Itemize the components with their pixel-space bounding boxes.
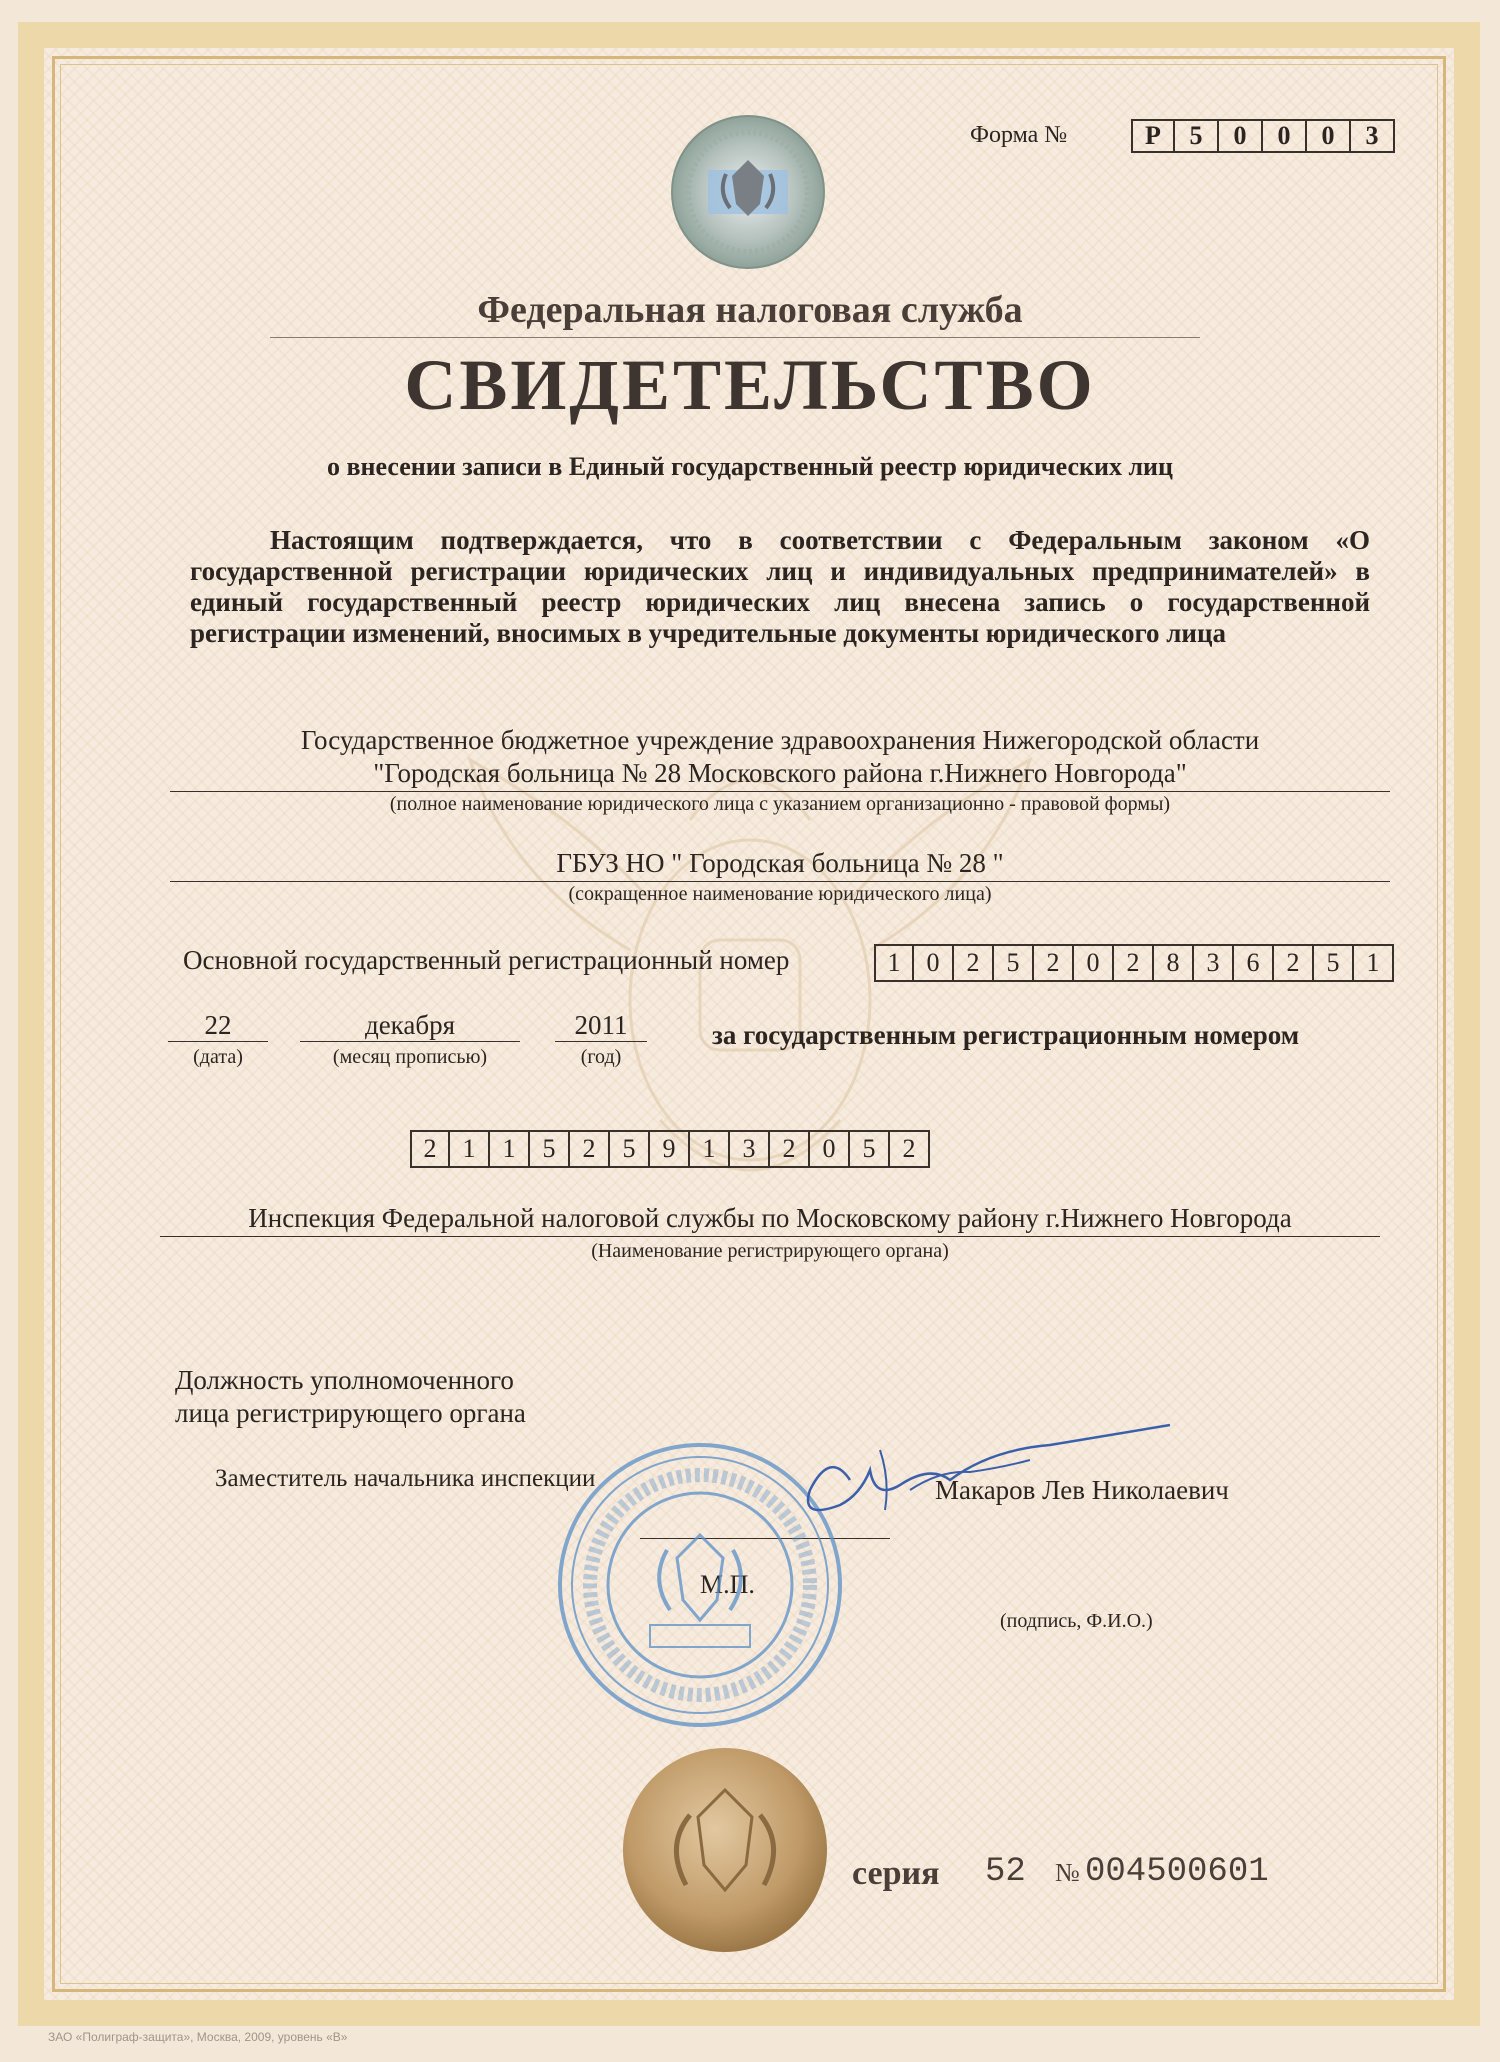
position-label-line2: лица регистрирующего органа: [175, 1398, 526, 1428]
ogrn-digit: 1: [1354, 944, 1394, 982]
ogrn-digit: 0: [914, 944, 954, 982]
entity-short-name: ГБУЗ НО " Городская больница № 28 ": [170, 848, 1390, 882]
stamp-mark: М.П.: [700, 1570, 755, 1599]
grn-digit: 5: [530, 1130, 570, 1168]
signature-caption: (подпись, Ф.И.О.): [1000, 1610, 1153, 1632]
date-day: 22: [168, 1010, 268, 1042]
ogrn-digit: 8: [1154, 944, 1194, 982]
certificate-statement: Настоящим подтверждается, что в соответствии с Федеральным законом «О государственной регистрации юридических лиц и индивидуальных предпринимателей» в единый государственный реестр юридических лиц внесена запись о государственной регистрации изменений, вносимых в учредительные документы юридического лица: [190, 525, 1370, 648]
form-code-char: 5: [1175, 119, 1219, 153]
form-number-label: Форма №: [970, 122, 1068, 148]
authority-caption: (Наименование регистрирующего органа): [591, 1240, 949, 1262]
form-code-char: 0: [1219, 119, 1263, 153]
ogrn-digit: 5: [1314, 944, 1354, 982]
ogrn-digit: 2: [1274, 944, 1314, 982]
grn-boxes: [410, 1130, 930, 1168]
series-value: 52: [985, 1853, 1026, 1891]
form-number-boxes: [1131, 119, 1395, 153]
grn-digit: 0: [810, 1130, 850, 1168]
entity-full-name-line2: "Городская больница № 28 Московского района г.Нижнего Новгорода": [170, 758, 1390, 792]
registration-number-suffix: за государственным регистрационным номером: [712, 1020, 1300, 1050]
entity-full-name-line1: Государственное бюджетное учреждение здравоохранения Нижегородской области: [300, 725, 1260, 755]
series-number: 004500601: [1085, 1853, 1269, 1891]
position-label-line1: Должность уполномоченного: [175, 1365, 514, 1395]
grn-digit: 2: [770, 1130, 810, 1168]
printer-note: ЗАО «Полиграф-защита», Москва, 2009, уровень «В»: [48, 2030, 348, 2044]
short-name-caption: (сокращенное наименование юридического лица): [568, 883, 992, 905]
ogrn-label: Основной государственный регистрационный номер: [183, 945, 790, 975]
date-year-caption: (год): [580, 1046, 622, 1068]
signatory-position: Заместитель начальника инспекции: [215, 1465, 596, 1492]
grn-digit: 1: [450, 1130, 490, 1168]
grn-digit: 2: [570, 1130, 610, 1168]
grn-digit: 1: [490, 1130, 530, 1168]
ogrn-digit: 0: [1074, 944, 1114, 982]
signature-icon: [790, 1410, 1190, 1530]
ogrn-digit: 2: [1114, 944, 1154, 982]
hologram-emblem-icon: [668, 112, 828, 272]
form-code-char: Р: [1131, 119, 1175, 153]
date-month: декабря: [300, 1010, 520, 1042]
grn-digit: 2: [890, 1130, 930, 1168]
grn-digit: 2: [410, 1130, 450, 1168]
grn-digit: 5: [610, 1130, 650, 1168]
date-year: 2011: [555, 1010, 647, 1042]
gold-seal-icon: [620, 1745, 830, 1955]
series-label: серия: [852, 1855, 940, 1892]
form-code-char: 3: [1351, 119, 1395, 153]
date-month-caption: (месяц прописью): [332, 1046, 488, 1068]
form-code-char: 0: [1263, 119, 1307, 153]
header-divider: [270, 337, 1200, 338]
grn-digit: 9: [650, 1130, 690, 1168]
series-number-prefix: №: [1055, 1858, 1080, 1887]
registering-authority: Инспекция Федеральной налоговой службы по Московскому району г.Нижнего Новгорода: [160, 1203, 1380, 1237]
ogrn-digit: 1: [874, 944, 914, 982]
form-code-char: 0: [1307, 119, 1351, 153]
ogrn-digit: 2: [954, 944, 994, 982]
ogrn-boxes: [874, 944, 1394, 982]
ogrn-digit: 5: [994, 944, 1034, 982]
grn-digit: 1: [690, 1130, 730, 1168]
ogrn-digit: 3: [1194, 944, 1234, 982]
ogrn-digit: 2: [1034, 944, 1074, 982]
certificate-title: СВИДЕТЕЛЬСТВО: [404, 345, 1096, 425]
ogrn-digit: 6: [1234, 944, 1274, 982]
signatory-name: Макаров Лев Николаевич: [935, 1475, 1229, 1505]
grn-digit: 3: [730, 1130, 770, 1168]
certificate-subtitle: о внесении записи в Единый государственный реестр юридических лиц: [326, 452, 1173, 481]
date-day-caption: (дата): [193, 1046, 243, 1068]
service-name: Федеральная налоговая служба: [477, 289, 1023, 331]
grn-digit: 5: [850, 1130, 890, 1168]
full-name-caption: (полное наименование юридического лица с указанием организационно - правовой формы): [389, 793, 1171, 815]
